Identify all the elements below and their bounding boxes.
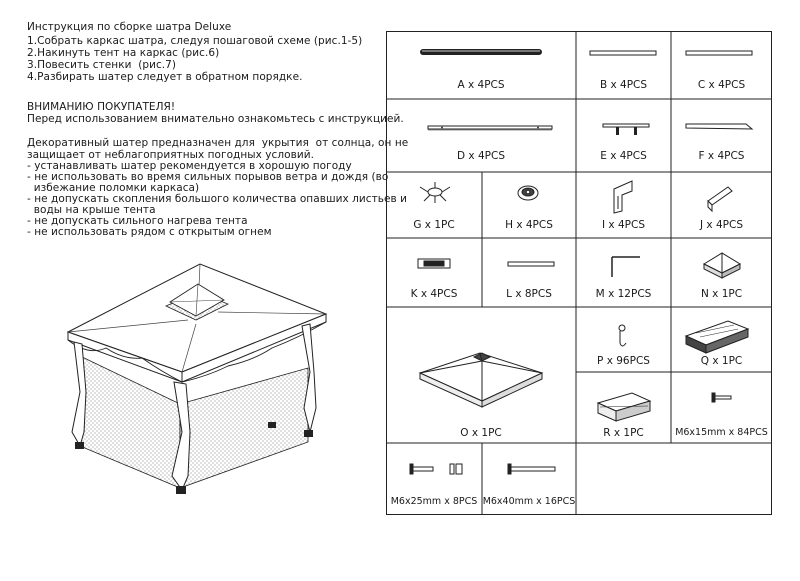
part-label: D x 4PCS	[457, 150, 505, 162]
notice-bullet: воды на крыше тента	[27, 204, 156, 216]
notice-subheading: Перед использованием внимательно ознакомьтесь с инструкцией.	[27, 113, 404, 125]
parts-labels	[386, 31, 772, 515]
part-label: P x 96PCS	[597, 355, 650, 367]
notice-bullet: - не допускать сильного нагрева тента	[27, 215, 248, 227]
part-label: A x 4PCS	[457, 79, 505, 91]
part-label: L x 8PCS	[506, 288, 552, 300]
notice-bullet: - устанавливать шатер рекомендуется в хорошую погоду	[27, 160, 352, 172]
part-label: M6x15mm x 84PCS	[675, 427, 768, 438]
instruction-step: 2.Накинуть тент на каркас (рис.6)	[27, 47, 220, 59]
part-label: C x 4PCS	[697, 79, 746, 91]
notice-bullet: - не использовать во время сильных порывов ветра и дождя (во	[27, 171, 389, 183]
notice-intro: защищает от неблагоприятных погодных условий.	[27, 149, 314, 161]
part-label: M x 12PCS	[595, 288, 652, 300]
part-label: H x 4PCS	[505, 219, 553, 231]
part-label: B x 4PCS	[599, 79, 648, 91]
part-label: Q x 1PC	[700, 355, 743, 367]
part-label: M6x40mm x 16PCS	[482, 496, 576, 507]
part-label: E x 4PCS	[600, 150, 647, 162]
notice-bullet: избежание поломки каркаса)	[27, 182, 200, 194]
part-label: N x 1PC	[700, 288, 743, 300]
instruction-step: 3.Повесить стенки (рис.7)	[27, 59, 177, 71]
notice-bullet: - не использовать рядом с открытым огнем	[27, 226, 272, 238]
part-label: J x 4PCS	[700, 219, 743, 231]
part-label: K x 4PCS	[410, 288, 458, 300]
part-label: I x 4PCS	[602, 219, 645, 231]
notice-heading: ВНИМАНИЮ ПОКУПАТЕЛЯ!	[27, 101, 176, 113]
instruction-step: 1.Собрать каркас шатра, следуя пошаговой схеме (рис.1-5)	[27, 35, 363, 47]
instructions-title: Инструкция по сборке шатра Deluxe	[27, 21, 232, 33]
part-label: F x 4PCS	[698, 150, 745, 162]
part-label: M6x25mm x 8PCS	[390, 496, 478, 507]
part-label: O x 1PC	[460, 427, 502, 439]
notice-intro: Декоративный шатер предназначен для укрытия от солнца, он не	[27, 137, 409, 149]
instruction-step: 4.Разбирать шатер следует в обратном порядке.	[27, 71, 303, 83]
notice-bullet: - не допускать скопления большого количества опавших листьев и	[27, 193, 408, 205]
gazebo-illustration	[58, 232, 338, 512]
part-label: G x 1PC	[413, 219, 455, 231]
part-label: R x 1PC	[603, 427, 644, 439]
